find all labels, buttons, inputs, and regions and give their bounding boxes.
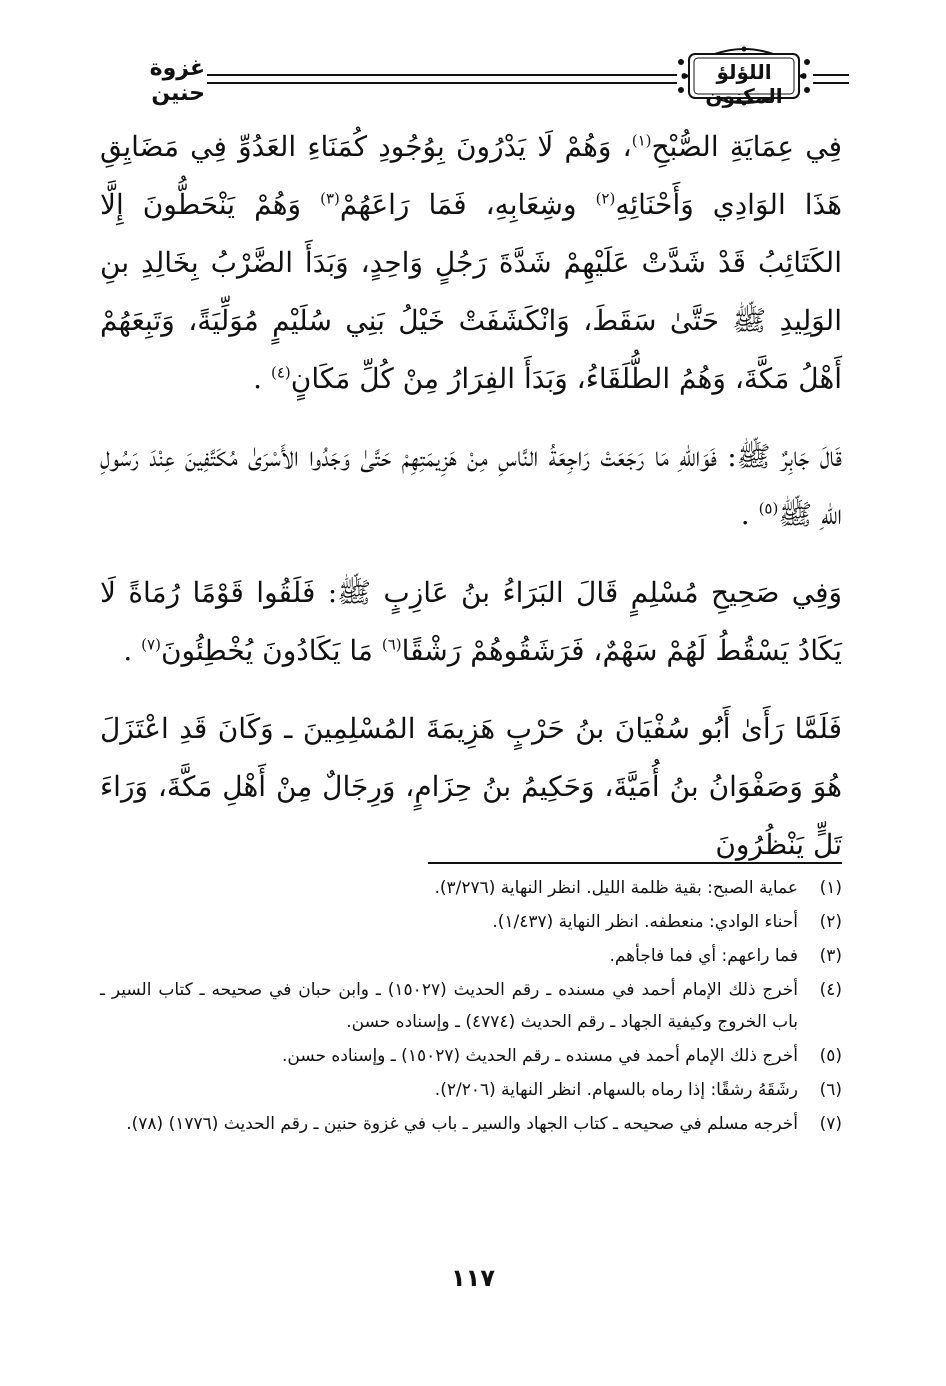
paragraph-text: فَلَمَّا رَأَىٰ أَبُو سُفْيَانَ بنُ حَرْبٍ هَزِيمَةَ المُسْلِمِينَ ـ وَكَانَ قَدِ اعْتَزَلَ هُوَ وَصَفْوَانُ بنُ أُمَيَّةَ، وَحَكِيمُ بنُ حِزَامٍ، وَرِجَالٌ مِنْ أَهْلِ مَكَّةَ، وَرَاءَ تَلٍّ يَنْظُرُونَ [100, 712, 842, 861]
footnote-text: أخرج ذلك الإمام أحمد في مسنده ـ رقم الحديث (١٥٠٢٧) ـ وابن حبان في صحيحه ـ كتاب السير ـ باب الخروج وكيفية الجهاد ـ رقم الحديث (٤٧٧٤) ـ وإسناده حسن. [100, 980, 798, 1032]
footnote-text: أخرج ذلك الإمام أحمد في مسنده ـ رقم الحديث (١٥٠٢٧) ـ وإسناده حسن. [282, 1046, 798, 1066]
main-text [100, 118, 842, 874]
footnote-number: (٦) [819, 1080, 842, 1100]
paragraph-text: . [253, 362, 271, 395]
footnote-marker[interactable]: (٣) [320, 189, 340, 208]
paragraph [100, 428, 842, 544]
footnote-number: (٥) [819, 1046, 842, 1066]
paragraph-text: . [123, 634, 142, 667]
footnote-marker[interactable]: (١) [631, 131, 652, 150]
footnote-number: (٤) [819, 980, 842, 1000]
paragraph [100, 564, 842, 680]
footnote-text: أخرجه مسلم في صحيحه ـ كتاب الجهاد والسير ـ باب في غزوة حنين ـ رقم الحديث (١٧٧٦) (٧٨). [126, 1114, 798, 1134]
footnote [100, 872, 842, 904]
footnote-marker[interactable]: (٤) [270, 363, 291, 382]
chapter-title: غزوة حنين [149, 56, 205, 106]
paragraph-text: قَالَ جَابِرٌ ﷺ: فَوَاللهِ مَا رَجَعَتْ رَاجِعَةُ النَّاسِ مِنْ هَزِيمَتِهِمْ حَتَّىٰ وَجَدُوا الأَسْرَىٰ مُكَتَّفِينَ عِنْدَ رَسُولِ اللهِ ﷺ [100, 440, 842, 531]
footnote [100, 906, 842, 938]
book-title-cartouche [675, 46, 813, 106]
footnote [100, 1108, 842, 1140]
page-number: ١١٧ [451, 1264, 495, 1292]
paragraph-text: فِي عِمَايَةِ الصُّبْحِ [651, 130, 843, 163]
paragraph [100, 700, 842, 874]
paragraph [100, 118, 842, 408]
header-rule-left [207, 74, 677, 84]
footnote-number: (٧) [819, 1114, 842, 1134]
footnote [100, 1074, 842, 1106]
footnote-number: (٢) [819, 912, 842, 932]
footnote-text: فما راعهم: أي فما فاجأهم. [609, 946, 798, 966]
footnote-marker[interactable]: (٦) [381, 635, 402, 654]
footnote-text: أحناء الوادي: منعطفه. انظر النهاية (١/٤٣٧). [492, 912, 798, 932]
footnote-text: رشَقَهُ رشقًا: إذا رماه بالسهام. انظر النهاية (٢/٢٠٦). [434, 1080, 798, 1100]
footnotes [100, 872, 842, 1142]
footnote-marker[interactable]: (٢) [595, 189, 616, 208]
footnote [100, 974, 842, 1038]
paragraph-text: مَا يَكَادُونَ يُخْطِئُونَ [160, 634, 382, 667]
footnote-number: (١) [819, 878, 842, 898]
paragraph-text: وشِعَابِهِ، فَمَا رَاعَهُمْ [339, 188, 596, 221]
paragraph-text: وَهُمْ يَنْحَطُّونَ إِلَّا الكَتَائِبُ قَدْ شَدَّتْ عَلَيْهِمْ شَدَّةَ رَجُلٍ وَاحِدٍ، وَبَدَأَ الضَّرْبُ بِخَالِدِ بنِ الوَلِيدِ ﷺ حَتَّىٰ سَقَطَ، وَانْكَشَفَتْ خَيْلُ بَنِي سُلَيْمٍ مُوَلِّيَةً، وَتَبِعَهُمْ أَهْلُ مَكَّةَ، وَهُمُ الطُّلَقَاءُ، وَبَدَأَ الفِرَارُ مِنْ كُلِّ مَكَانٍ [100, 188, 842, 395]
header-rule-right [813, 74, 849, 84]
running-header [95, 46, 845, 106]
footnote-separator [428, 862, 842, 864]
footnote-number: (٣) [819, 946, 842, 966]
book-title: اللؤلؤ المكنون [705, 60, 783, 108]
footnote [100, 940, 842, 972]
paragraph-text: . [740, 498, 759, 531]
footnote-marker[interactable]: (٥) [758, 499, 779, 518]
footnote-marker[interactable]: (٧) [141, 635, 161, 654]
paragraph-text: ، وَهُمْ لَا يَدْرُونَ بِوُجُودِ كُمَنَاءِ العَدُوِّ فِي مَضَايِقِ هَذَا الوَادِي وَأَحْنَائِهِ [100, 130, 843, 221]
footnote-text: عماية الصبح: بقية ظلمة الليل. انظر النهاية (٣/٢٧٦). [434, 878, 798, 898]
footnote [100, 1040, 842, 1072]
paragraph-text: وَفِي صَحِيحِ مُسْلِمٍ قَالَ البَرَاءُ بنُ عَازِبٍ ﷺ: فَلَقُوا قَوْمًا رُمَاةً لَا يَكَادُ يَسْقُطُ لَهُمْ سَهْمٌ، فَرَشَقُوهُمْ رَشْقًا [100, 576, 842, 667]
